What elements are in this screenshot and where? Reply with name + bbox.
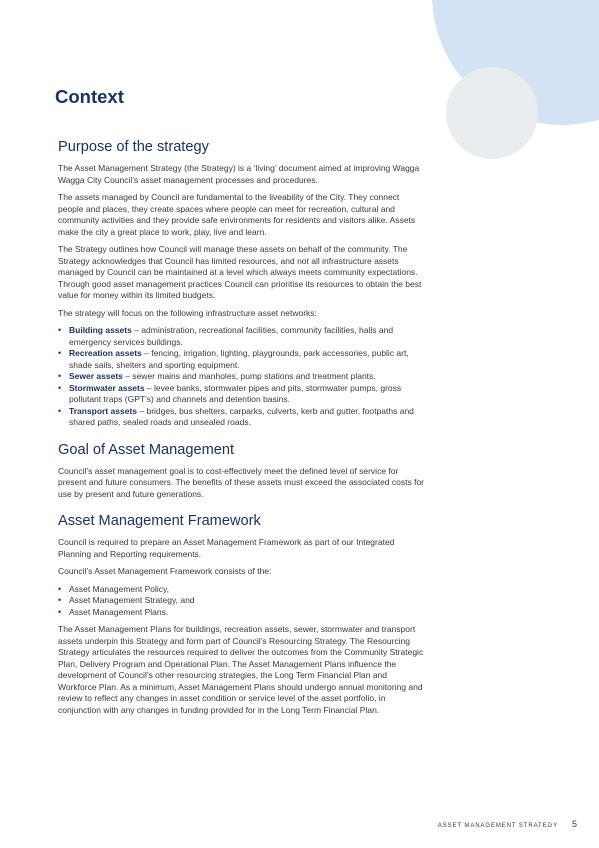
section-heading-framework: Asset Management Framework: [58, 513, 261, 529]
list-item-term: Recreation assets: [69, 348, 142, 358]
bullet-icon: •: [58, 606, 62, 617]
list-item-text: Asset Management Strategy, and: [69, 595, 195, 605]
list-item-text: Asset Management Plans.: [69, 606, 169, 617]
list-item: [58, 371, 426, 383]
page-number: 5: [571, 819, 577, 829]
list-item: [58, 348, 426, 371]
paragraph: The Asset Management Strategy (the Strategy) is a ‘living’ document aimed at improving Wagga Wagga City Council’s asset management processes and procedures.: [58, 163, 420, 185]
list-item-text: – sewer mains and manholes, pump stations and treatment plants.: [122, 371, 376, 381]
paragraph: The Strategy outlines how Council will manage these assets on behalf of the community. The Strategy acknowledges that Council has limited resources, and not all infrastructure assets managed by Council can be maintained at a level which always meets community expectations. Through good asset management practices Council can prioritise its resources to obtain the best value for money within its limited budgets.: [58, 244, 422, 300]
list-item-term: Transport assets: [69, 405, 138, 416]
bullet-icon: •: [58, 405, 62, 416]
paragraph: Council’s Asset Management Framework consists of the:: [58, 566, 272, 576]
paragraph: The Asset Management Plans for buildings, recreation assets, sewer, stormwater and transport assets underpin this Strategy and form part of Council’s Resourcing Strategy. The Resourcing Strategy articulates the resources required to deliver the outcomes from the Community Strategic Plan, Delivery Program and Operational Plan. The Asset Management Plans influence the development of Council’s other resourcing strategies, the Long Term Financial Plan and Workforce Plan. As a minimum, Asset Management Plans should undergo annual monitoring and review to reflect any changes in asset condition or service level of the asset portfolio, in conjunction with any changes in funding provided for in the Long Term Financial Plan.: [58, 624, 424, 715]
bullet-icon: •: [58, 583, 62, 594]
decorative-circle-small: [446, 67, 538, 159]
list-item-text: – levee banks, stormwater pipes and pits, stormwater pumps, gross pollutant traps (GPT’s) and channels and detention basins.: [69, 382, 402, 404]
paragraph: Council’s asset management goal is to cost-effectively meet the defined level of service for present and future consumers. The benefits of these assets must exceed the associated costs for use by present and future generations.: [58, 465, 425, 499]
list-item-text: – administration, recreational facilities, community facilities, halls and emergency services buildings.: [69, 325, 394, 347]
list-item: [58, 584, 426, 596]
framework-list: [58, 584, 426, 619]
list-item-term: Building assets: [69, 325, 132, 335]
list-item-term: Sewer assets: [69, 371, 123, 381]
list-item-text: – bridges, bus shelters, carparks, culverts, kerb and gutter, footpaths and shared paths, sealed roads and unsealed roads.: [69, 405, 414, 427]
page-footer: [438, 819, 577, 829]
bullet-icon: •: [58, 348, 62, 358]
list-item: [58, 383, 426, 406]
section-heading-purpose: Purpose of the strategy: [58, 139, 209, 155]
list-item: [58, 607, 426, 619]
asset-network-list: [58, 325, 426, 429]
list-item-text: Asset Management Policy,: [69, 583, 169, 594]
main-content: [58, 137, 426, 722]
list-item: [58, 325, 426, 348]
bullet-icon: •: [58, 595, 62, 605]
paragraph: The assets managed by Council are fundamental to the liveability of the City. They connect people and places, they create spaces where people can meet for recreation, cultural and community activities and they provide safe environments for residents and visitors alike. Assets make the city a great place to work, play, live and learn.: [58, 192, 416, 237]
section-heading-goal: Goal of Asset Management: [58, 441, 235, 458]
bullet-icon: •: [58, 371, 62, 381]
bullet-icon: •: [58, 382, 62, 393]
list-item-term: Stormwater assets: [69, 382, 145, 393]
paragraph: The strategy will focus on the following infrastructure asset networks:: [58, 307, 317, 318]
list-item-text: – fencing, irrigation, lighting, playgrounds, park accessories, public art, shade sails, shelters and sporting equipment.: [69, 348, 409, 370]
bullet-icon: •: [58, 325, 62, 335]
paragraph: Council is required to prepare an Asset Management Framework as part of our Integrated Planning and Reporting requirements.: [58, 537, 395, 559]
footer-document-title: ASSET MANAGEMENT STRATEGY: [437, 823, 558, 829]
list-item: [58, 406, 426, 429]
page-title: Context: [55, 86, 124, 107]
list-item: [58, 595, 426, 607]
